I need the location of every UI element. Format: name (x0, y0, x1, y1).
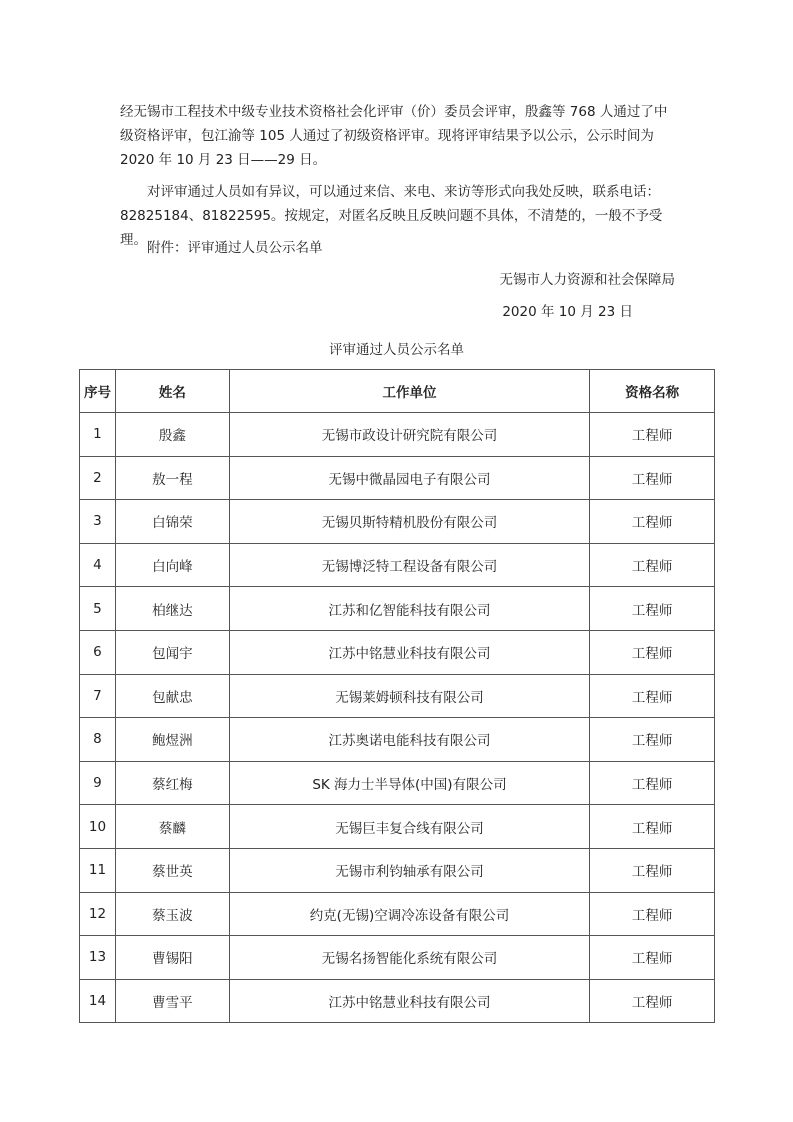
table-row (80, 630, 715, 674)
cell-employer: 无锡博泛特工程设备有限公司 (229, 543, 589, 587)
cell-name: 蔡玉波 (115, 892, 229, 936)
cell-serial: 13 (80, 936, 116, 980)
cell-qualification: 工程师 (590, 761, 715, 805)
approved-personnel-table (79, 369, 715, 1023)
cell-serial: 1 (80, 413, 116, 457)
cell-employer: 约克(无锡)空调冷冻设备有限公司 (229, 892, 589, 936)
cell-serial: 7 (80, 674, 116, 718)
cell-serial: 12 (80, 892, 116, 936)
cell-serial: 2 (80, 456, 116, 500)
cell-serial: 3 (80, 500, 116, 544)
cell-employer: 无锡贝斯特精机股份有限公司 (229, 500, 589, 544)
cell-name: 蔡世英 (115, 848, 229, 892)
header-qualification: 资格名称 (590, 370, 715, 413)
table-row (80, 718, 715, 762)
cell-serial: 9 (80, 761, 116, 805)
table-title: 评审通过人员公示名单 (329, 342, 464, 358)
cell-employer: 江苏中铭慧业科技有限公司 (229, 630, 589, 674)
table-header-row (80, 370, 715, 413)
table-row (80, 892, 715, 936)
cell-employer: 无锡名扬智能化系统有限公司 (229, 936, 589, 980)
table-row (80, 500, 715, 544)
cell-qualification: 工程师 (590, 456, 715, 500)
cell-employer: 江苏中铭慧业科技有限公司 (229, 979, 589, 1023)
cell-name: 曹雪平 (115, 979, 229, 1023)
cell-name: 曹锡阳 (115, 936, 229, 980)
cell-qualification: 工程师 (590, 543, 715, 587)
cell-qualification: 工程师 (590, 500, 715, 544)
cell-serial: 10 (80, 805, 116, 849)
cell-employer: 无锡市政设计研究院有限公司 (229, 413, 589, 457)
table-row (80, 936, 715, 980)
header-employer: 工作单位 (229, 370, 589, 413)
issue-date: 2020 年 10 月 23 日 (502, 304, 633, 320)
cell-employer: 江苏奥诺电能科技有限公司 (229, 718, 589, 762)
cell-employer: SK 海力士半导体(中国)有限公司 (229, 761, 589, 805)
cell-name: 白向峰 (115, 543, 229, 587)
cell-serial: 6 (80, 630, 116, 674)
cell-employer: 无锡市利钧轴承有限公司 (229, 848, 589, 892)
cell-qualification: 工程师 (590, 892, 715, 936)
cell-name: 包献忠 (115, 674, 229, 718)
table-row (80, 805, 715, 849)
header-name: 姓名 (115, 370, 229, 413)
cell-serial: 4 (80, 543, 116, 587)
table-row (80, 587, 715, 631)
cell-name: 敖一程 (115, 456, 229, 500)
cell-name: 蔡红梅 (115, 761, 229, 805)
cell-qualification: 工程师 (590, 936, 715, 980)
cell-serial: 14 (80, 979, 116, 1023)
cell-qualification: 工程师 (590, 630, 715, 674)
table-row (80, 848, 715, 892)
cell-employer: 无锡巨丰复合线有限公司 (229, 805, 589, 849)
cell-qualification: 工程师 (590, 805, 715, 849)
cell-qualification: 工程师 (590, 718, 715, 762)
table-row (80, 674, 715, 718)
cell-name: 蔡麟 (115, 805, 229, 849)
issuing-organization: 无锡市人力资源和社会保障局 (499, 272, 675, 288)
table-row (80, 543, 715, 587)
notice-paragraph-2: 对评审通过人员如有异议，可以通过来信、来电、来访等形式向我处反映，联系电话：82825184、81822595。按规定，对匿名反映且反映问题不具体，不清楚的，一般不予受理。 (120, 184, 663, 248)
cell-serial: 8 (80, 718, 116, 762)
cell-name: 殷鑫 (115, 413, 229, 457)
table-row (80, 456, 715, 500)
notice-paragraph-1: 经无锡市工程技术中级专业技术资格社会化评审（价）委员会评审，殷鑫等 768 人通过了中级资格评审，包江渝等 105 人通过了初级资格评审。现将评审结果予以公示，公示时间为 2020 年 10 月 23 日——29 日。 (120, 104, 668, 168)
cell-qualification: 工程师 (590, 674, 715, 718)
header-serial: 序号 (80, 370, 116, 413)
cell-qualification: 工程师 (590, 848, 715, 892)
cell-qualification: 工程师 (590, 979, 715, 1023)
attachment-note: 附件：评审通过人员公示名单 (147, 240, 323, 256)
cell-name: 柏继达 (115, 587, 229, 631)
cell-name: 鲍煜洲 (115, 718, 229, 762)
cell-employer: 无锡莱姆顿科技有限公司 (229, 674, 589, 718)
cell-employer: 江苏和亿智能科技有限公司 (229, 587, 589, 631)
cell-name: 白锦荣 (115, 500, 229, 544)
table-row (80, 761, 715, 805)
table-row (80, 413, 715, 457)
cell-qualification: 工程师 (590, 413, 715, 457)
cell-qualification: 工程师 (590, 587, 715, 631)
cell-employer: 无锡中微晶园电子有限公司 (229, 456, 589, 500)
table-row (80, 979, 715, 1023)
cell-name: 包闻宇 (115, 630, 229, 674)
cell-serial: 5 (80, 587, 116, 631)
cell-serial: 11 (80, 848, 116, 892)
